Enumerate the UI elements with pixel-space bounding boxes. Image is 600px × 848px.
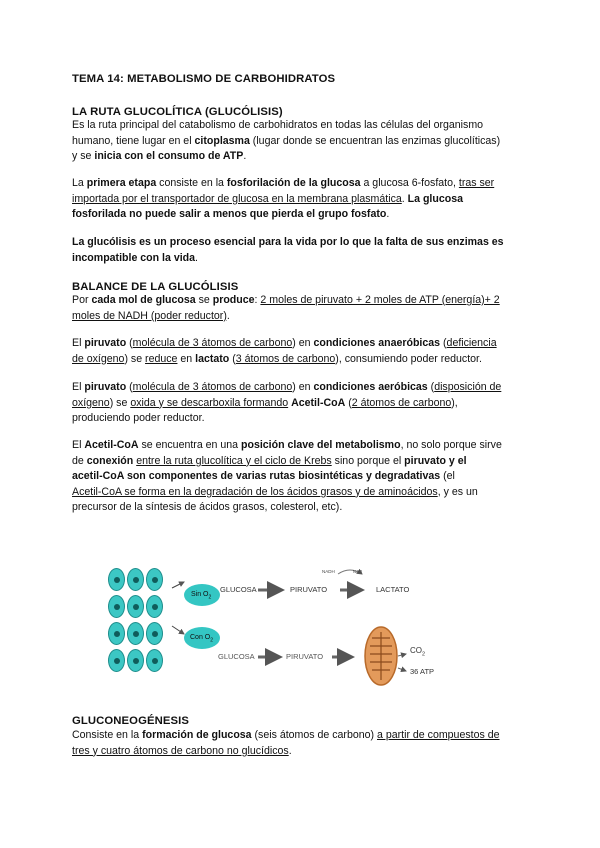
text-line: y se inicia con el consumo de ATP. [72,150,247,163]
glucosa-label-top: GLUCOSA [220,585,257,594]
text-line: Acetil-CoA se forma en la degradación de los ácidos grasos y de aminoácidos, y es un [72,485,478,498]
text-line: La primera etapa consiste en la fosforilación de la glucosa a glucosa 6-fosfato, tras ser [72,177,495,189]
con-oxigeno-label: Con $O_2$ [190,634,214,644]
text-line: de conexión entre la ruta glucolítica y el ciclo de Krebs sino porque el piruvato y el [72,454,467,467]
lactato-label: LACTATO [376,585,410,594]
text-line: oxígeno) se oxida y se descarboxila formando Acetil-CoA (2 átomos de carbono), [72,396,458,409]
paragraph-piruvato-anaerobico [72,336,528,367]
section-heading-gluconeogenesis: GLUCONEOGÉNESIS [72,715,189,727]
piruvato-label-top: PIRUVATO [290,585,328,594]
piruvato-label-bottom: PIRUVATO [286,652,324,661]
arrow-co2 [398,654,406,656]
atp-label: 36 ATP [410,667,435,676]
text-line: Es la ruta principal del catabolismo de carbohidratos en todas las células del organismo [72,119,484,131]
paragraph-gluconeogenesis [72,728,528,759]
document-title: TEMA 14: METABOLISMO DE CARBOHIDRATOS [72,73,336,85]
text-line: precursor de la síntesis de ácidos grasos, colesterol, etc). [72,501,343,514]
text-line: El piruvato (molécula de 3 átomos de carbono) en condiciones anaeróbicas (deficiencia [72,337,497,349]
text-line: incompatible con la vida. [72,251,198,264]
section-heading-balance: BALANCE DE LA GLUCÓLISIS [72,281,239,293]
diagram-arrows [100,560,520,690]
co2-label: $CO_2$ [410,646,426,658]
text-line: Por cada mol de glucosa se produce: 2 moles de piruvato + 2 moles de ATP (energía)+ 2 [72,294,500,306]
section-heading-glucolisis: LA RUTA GLUCOLÍTICA (GLUCÓLISIS) [72,106,283,118]
glucosa-label-bottom: GLUCOSA [218,652,255,661]
text-line: moles de NADH (poder reductor). [72,309,230,322]
text-line: La glucólisis es un proceso esencial para la vida por lo que la falta de sus enzimas es [72,236,504,248]
pointer-arrow-top [172,582,184,588]
text-line: tres y cuatro átomos de carbono no glucídicos. [72,744,292,757]
text-line: Consiste en la formación de glucosa (seis átomos de carbono) a partir de compuestos de [72,729,500,741]
text-line: fosforilada no puede salir a menos que pierda el grupo fosfato. [72,208,390,221]
paragraph-primera-etapa [72,176,528,223]
paragraph-piruvato-aerobico [72,380,528,427]
arrow-atp [398,668,406,671]
metabolism-diagram [100,560,520,690]
text-line: importada por el transportador de glucosa en la membrana plasmática. La glucosa [72,192,463,205]
paragraph-acetil-coa [72,438,528,516]
paragraph-glucolisis-intro [72,118,528,165]
pointer-arrow-bottom [172,626,184,634]
text-line: acetil-CoA son componentes de varias rutas biosintéticas y degradativas (el [72,470,455,483]
nadh-label: NADH NAD [322,569,363,574]
sin-oxigeno-label: Sin $O_2$ [191,591,212,601]
text-line: produciendo poder reductor. [72,412,205,425]
text-line: humano, tiene lugar en el citoplasma (lugar donde se encuentran las enzimas glucolíticas) [72,134,501,147]
paragraph-glucolisis-esencial [72,235,528,266]
text-line: de oxígeno) se reduce en lactato (3 átomos de carbono), consumiendo poder reductor. [72,352,482,365]
paragraph-balance [72,293,528,324]
text-line: El piruvato (molécula de 3 átomos de carbono) en condiciones aeróbicas (disposición de [72,381,502,393]
text-line: El Acetil-CoA se encuentra en una posición clave del metabolismo, no solo porque sirve [72,439,502,451]
